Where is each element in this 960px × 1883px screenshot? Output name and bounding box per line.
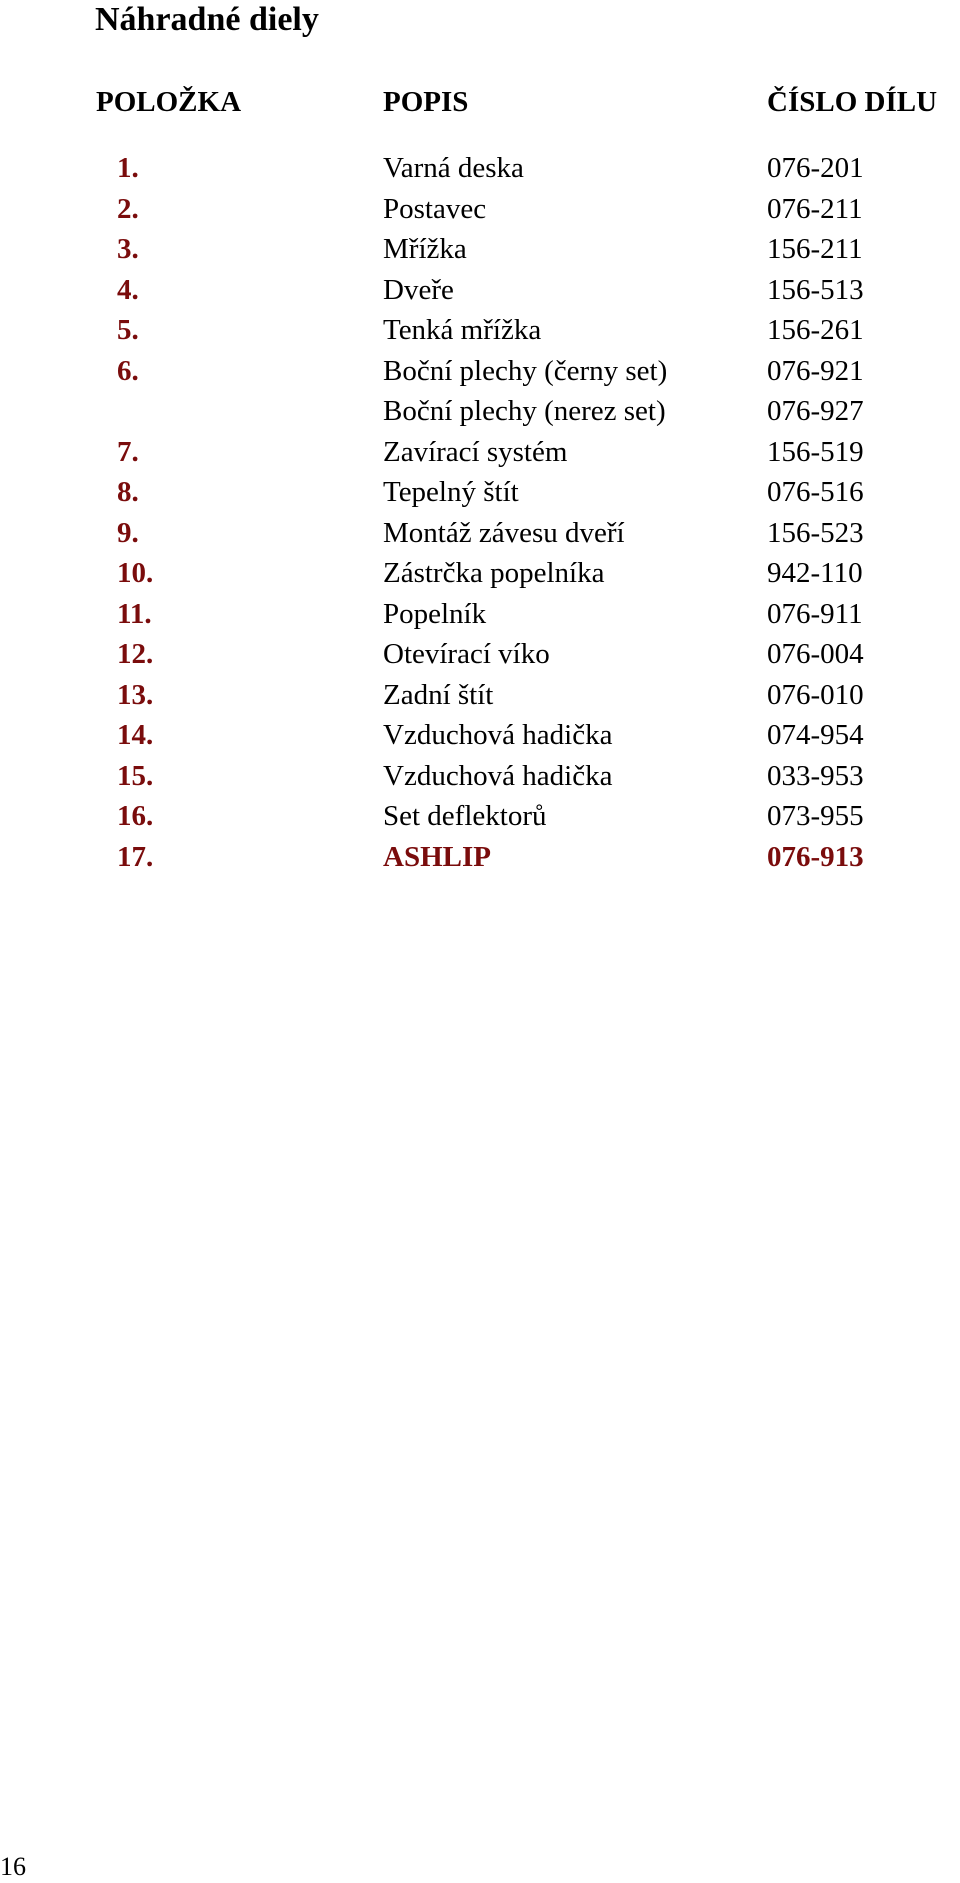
table-row: [0, 310, 960, 351]
row-part-number: 073-955: [767, 800, 864, 832]
row-item-number: 9.: [117, 516, 139, 549]
row-item-number: 17.: [117, 840, 154, 873]
row-item-number: 2.: [117, 192, 139, 225]
table-row: [0, 796, 960, 837]
table-row: [0, 756, 960, 797]
table-row: [0, 189, 960, 230]
row-part-number: 074-954: [767, 719, 864, 751]
table-row: [0, 148, 960, 189]
row-description: Boční plechy (černy set): [383, 354, 668, 387]
row-description: Postavec: [383, 192, 487, 225]
row-item-number: 16.: [117, 800, 154, 832]
row-description: Montáž závesu dveří: [383, 516, 625, 549]
row-item-number: 14.: [117, 719, 154, 751]
row-description: Otevírací víko: [383, 638, 550, 670]
table-row: [0, 837, 960, 878]
row-part-number: 076-201: [767, 152, 864, 184]
table-row: [0, 391, 960, 432]
table-row: [0, 351, 960, 392]
page-title: Náhradné diely: [95, 1, 319, 38]
table-row: [0, 594, 960, 635]
table-row: [0, 472, 960, 513]
row-part-number: 156-519: [767, 435, 864, 468]
table-row: [0, 634, 960, 675]
row-part-number: 076-913: [767, 840, 864, 873]
row-description: Zavírací systém: [383, 435, 568, 468]
row-item-number: 12.: [117, 638, 154, 670]
table-row: [0, 513, 960, 554]
row-description: Set deflektorů: [383, 800, 547, 832]
table-row: [0, 432, 960, 473]
row-item-number: 3.: [117, 233, 139, 265]
table-header: [0, 82, 960, 122]
row-description: Tenká mřížka: [383, 314, 542, 346]
row-part-number: 076-927: [767, 395, 864, 427]
row-part-number: 942-110: [767, 557, 863, 589]
row-description: Zástrčka popelníka: [383, 557, 605, 589]
row-part-number: 156-261: [767, 314, 864, 346]
row-part-number: 076-516: [767, 476, 864, 508]
row-part-number: 156-523: [767, 516, 864, 549]
row-part-number: 076-211: [767, 192, 863, 225]
row-part-number: 076-911: [767, 597, 863, 630]
row-description: Vzduchová hadička: [383, 719, 613, 751]
row-description: Boční plechy (nerez set): [383, 395, 666, 427]
row-item-number: 15.: [117, 759, 154, 792]
row-item-number: 7.: [117, 435, 139, 468]
page-number: 16: [0, 1852, 26, 1881]
row-part-number: 076-004: [767, 638, 864, 670]
table-row: [0, 229, 960, 270]
row-item-number: 4.: [117, 273, 139, 306]
row-item-number: 11.: [117, 597, 152, 630]
row-part-number: 076-921: [767, 354, 864, 387]
table-row: [0, 715, 960, 756]
parts-table: [0, 148, 960, 877]
row-item-number: 10.: [117, 557, 154, 589]
row-part-number: 156-211: [767, 233, 863, 265]
row-description: Mřížka: [383, 233, 467, 265]
row-description: Popelník: [383, 597, 487, 630]
row-description: Zadní štít: [383, 678, 494, 711]
row-item-number: 13.: [117, 678, 154, 711]
table-row: [0, 675, 960, 716]
row-part-number: 033-953: [767, 759, 864, 792]
table-row: [0, 270, 960, 311]
table-row: [0, 553, 960, 594]
row-description: Dveře: [383, 273, 454, 306]
header-item: POLOŽKA: [96, 86, 242, 118]
row-description: Varná deska: [383, 152, 524, 184]
row-description: Vzduchová hadička: [383, 759, 613, 792]
row-part-number: 156-513: [767, 273, 864, 306]
header-part-number: ČÍSLO DÍLU: [767, 86, 938, 118]
row-description: ASHLIP: [383, 840, 491, 873]
row-item-number: 1.: [117, 152, 139, 184]
row-description: Tepelný štít: [383, 476, 519, 508]
header-description: POPIS: [383, 86, 469, 118]
row-item-number: 5.: [117, 314, 139, 346]
row-part-number: 076-010: [767, 678, 864, 711]
row-item-number: 8.: [117, 476, 139, 508]
row-item-number: 6.: [117, 354, 139, 387]
